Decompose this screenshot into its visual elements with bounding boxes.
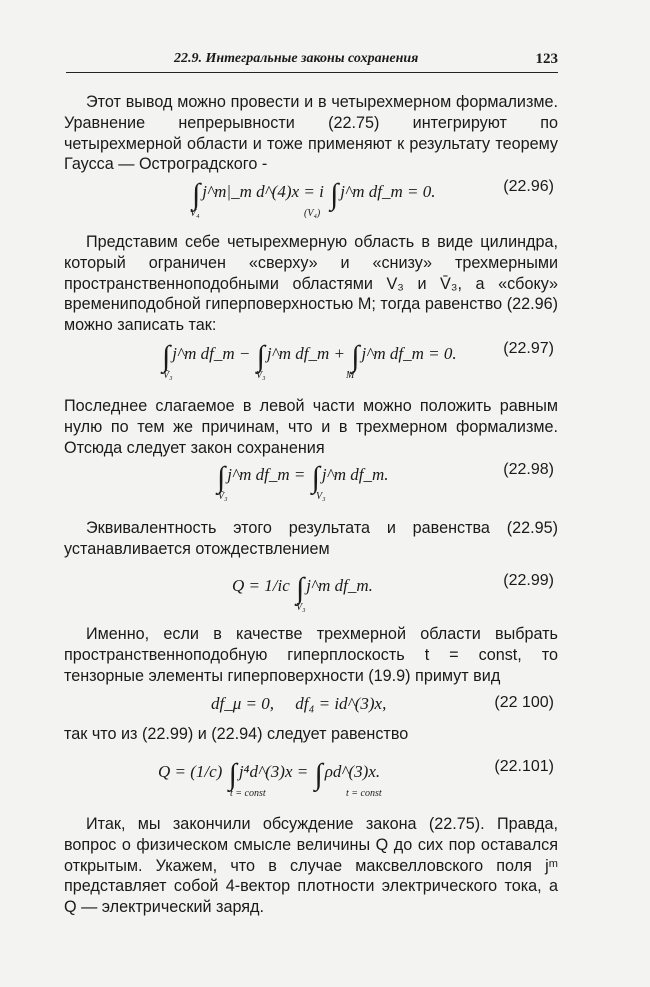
section-title: 22.9. Интегральные законы сохранения <box>174 51 419 66</box>
equation-number: (22.98) <box>503 461 554 478</box>
eq98-sub2: V₃ <box>316 491 326 502</box>
integral-sign: ∫ <box>311 461 320 494</box>
eq101-sub1: t = const <box>230 788 266 799</box>
equation-number: (22.97) <box>503 340 554 357</box>
eq99-sub1: V₃ <box>296 602 306 613</box>
paragraph-2: Представим себе четырехмерную область в виде цилиндра, который ограничен «сверху» и «снизу» трехмерными пространственноподобными областями V₃ и V̄₃, а «сбоку» времениподобной гиперповерхностью M; тогда равенство (22.96) можно записать так: <box>64 233 558 335</box>
paragraph-7: Итак, мы закончили обсуждение закона (22.75). Правда, вопрос о физическом смысле величины Q до сих пор оставался открытым. Укажем, что в случае максвелловского поля jᵐ представляет собой 4-вектор плотности электрического тока, а Q — электрический заряд. <box>64 815 558 917</box>
integral-sign: ∫ <box>296 572 305 605</box>
eq97-term1: j^m df_m − <box>172 344 251 363</box>
equation-22-101 <box>0 752 650 808</box>
eq96-lhs: j^m|_m d^(4)x = i <box>202 182 324 201</box>
eq98-sub1: V̄₃ <box>218 491 228 502</box>
equation-number: (22.101) <box>494 758 554 775</box>
equation-number: (22.96) <box>503 178 554 195</box>
integral-sign: ∫ <box>228 758 237 791</box>
equation-number: (22 100) <box>494 694 554 711</box>
eq98-rhs: j^m df_m. <box>321 465 389 484</box>
eq97-term2: j^m df_m + <box>266 344 345 363</box>
paragraph-6: так что из (22.99) и (22.94) следует равенство <box>64 725 409 743</box>
equation-22-97 <box>0 334 650 390</box>
equation-22-96 <box>0 172 650 228</box>
eq96-rhs: j^m df_m = 0. <box>340 182 436 201</box>
equation-22-100 <box>0 688 650 720</box>
eq97-term3: j^m df_m = 0. <box>361 344 457 363</box>
paragraph-5: Именно, если в качестве трехмерной области выбрать пространственноподобную гиперплоскость t = const, то тензорные элементы гиперповерхности (19.9) примут вид <box>64 625 558 685</box>
integral-sign: ∫ <box>217 461 226 494</box>
eq96-sub2: (V₄) <box>304 208 321 219</box>
eq97-sub2: V₃ <box>256 370 266 381</box>
eq97-sub1: V̄₃ <box>163 370 173 381</box>
eq101-mid: j⁴d^(3)x = <box>238 762 309 781</box>
integral-sign: ∫ <box>162 340 171 373</box>
integral-sign: ∫ <box>256 340 265 373</box>
eq98-lhs: j^m df_m = <box>227 465 306 484</box>
paragraph-4: Эквивалентность этого результата и равенства (22.95) устанавливается отождествлением <box>64 519 558 558</box>
integral-sign: ∫ <box>330 178 339 211</box>
equation-22-99 <box>0 566 650 622</box>
page-number: 123 <box>535 51 558 67</box>
eq99-rhs: j^m df_m. <box>306 576 373 595</box>
eq100-body: df_μ = 0, df₄ = id^(3)x, <box>211 694 387 713</box>
equation-number: (22.99) <box>503 572 554 589</box>
eq101-rhs: ρd^(3)x. <box>324 762 381 781</box>
integral-sign: ∫ <box>314 758 323 791</box>
eq97-sub3: M <box>346 370 355 381</box>
running-header <box>66 48 558 73</box>
eq99-lhs: Q = 1/ic <box>232 576 290 595</box>
paragraph-1: Этот вывод можно провести и в четырехмерном формализме. Уравнение непрерывности (22.75) интегрируют по четырехмерной области и тоже применяют к результату теорему Гаусса — Остроградского - <box>64 93 558 174</box>
equation-22-98 <box>0 455 650 511</box>
integral-sign: ∫ <box>351 340 360 373</box>
eq96-sub1: V₄ <box>190 208 200 219</box>
paragraph-3: Последнее слагаемое в левой части можно положить равным нулю по тем же причинам, что и в трехмерном формализме. Отсюда следует закон сохранения <box>64 397 558 457</box>
eq101-sub2: t = const <box>346 788 382 799</box>
integral-sign: ∫ <box>192 178 201 211</box>
eq101-lhs: Q = (1/c) <box>158 762 223 781</box>
